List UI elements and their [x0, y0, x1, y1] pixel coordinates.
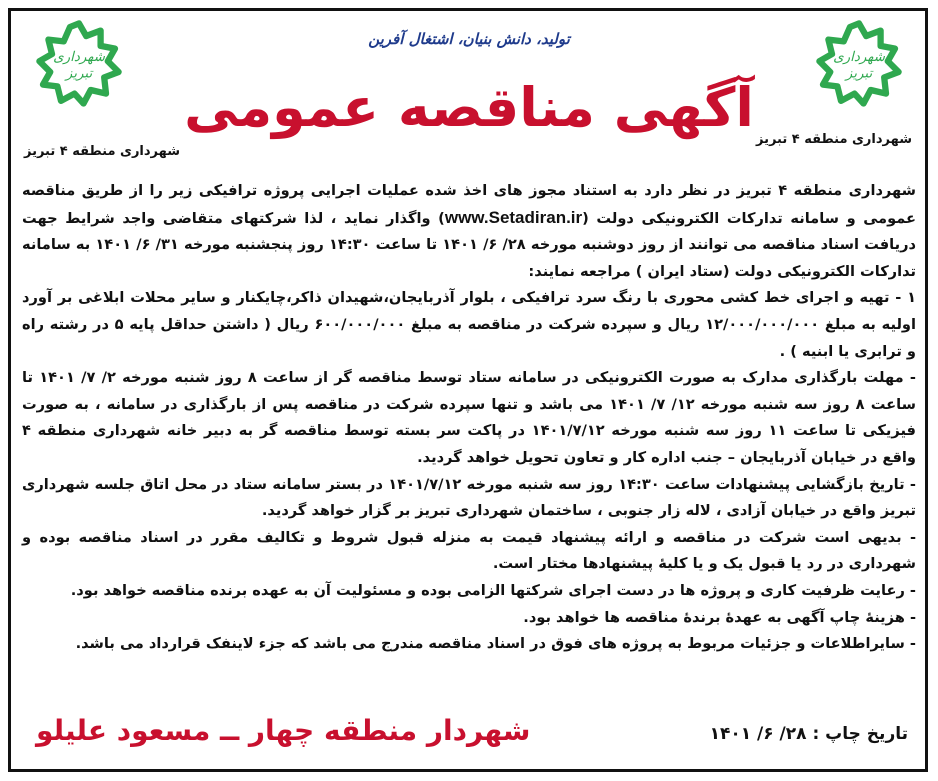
- logo-caption-left: شهرداری منطقه ۴ تبریز: [24, 144, 181, 159]
- logo-caption-right: شهرداری منطقه ۴ تبریز: [755, 132, 912, 147]
- logo-text-bottom: تبریز: [65, 65, 93, 82]
- logo-text-bottom: تبریز: [845, 65, 873, 82]
- intro-text-a: شهرداری منطقه ۴ تبریز در نظر دارد به استناد مجوز های اخذ شده عملیات اجرایی پروژه ترافیکی زیر را از طریق مناقصه عمومی و سامانه تدارکات الکترونیکی دولت (: [22, 182, 916, 227]
- slogan: تولید، دانش بنیان، اشتغال آفرین: [368, 30, 570, 48]
- logo-text-top: شهرداری: [53, 49, 105, 66]
- logo-text-top: شهرداری: [833, 49, 885, 66]
- upload-deadline-paragraph: - مهلت بارگذاری مدارک به صورت الکترونیکی در سامانه ستاد توسط مناقصه گر از ساعت ۸ روز شنبه مورخه ۲/ ۷/ ۱۴۰۱ تا ساعت ۸ روز سه شنبه مورخه ۱۲/ ۷/ ۱۴۰۱ می باشد و تنها سپرده شرکت در مناقصه پس از بارگذاری در سامانه ، به صورت فیزیکی تا ساعت ۱۱ روز سه شنبه مورخه ۱۴۰۱/۷/۱۲ در پاکت سر بسته توسط مناقصه گر به دبیر خانه شهرداری منطقه ۴ واقع در خیابان آذربایجان – جنب اداره کار و تعاون تحویل خواهد گردید.: [22, 369, 916, 466]
- acceptance-paragraph: - بدیهی است شرکت در مناقصه و ارائه پیشنهاد قیمت به منزله قبول شروط و تکالیف مقرر در اسناد مناقصه بوده و شهرداری در رد یا قبول یک و یا کلیهٔ پیشنهادها مختار است.: [22, 528, 916, 573]
- mayor-signature: شهردار منطقه چهار ــ مسعود علیلو: [36, 714, 531, 747]
- notice-title: آگهی مناقصه عمومی: [184, 76, 754, 139]
- project-item-1: ۱ - تهیه و اجرای خط کشی محوری با رنگ سرد ترافیکی ، بلوار آذربایجان،شهیدان ذاکر،چایکنار و سایر محلات ابلاغی بر آورد اولیه به مبلغ ۱۲/۰۰۰/۰۰۰/۰۰۰ ریال و سپرده شرکت در مناقصه به مبلغ ۶۰۰/۰۰۰/۰۰۰ ریال ( داشتن حداقل پایه ۵ در رشته راه و ترابری یا ابنیه ) .: [22, 289, 916, 360]
- other-info-paragraph: - سایراطلاعات و جزئیات مربوط به پروژه های فوق در اسناد مناقصه مندرج می باشد که جزء لاینفک قرارداد می باشد.: [75, 635, 916, 653]
- setadiran-link[interactable]: www.Setadiran.ir: [444, 207, 583, 227]
- print-date: تاریخ چاپ : ۲۸/ ۶/ ۱۴۰۱: [709, 724, 908, 744]
- notice-body: [22, 178, 916, 658]
- intro-text-b: ) واگذار نماید ، لذا شرکتهای متقاضی واجد شرایط جهت دریافت اسناد مناقصه می توانند از روز دوشنبه مورخه ۲۸/ ۶/ ۱۴۰۱ تا ساعت ۱۴:۳۰ روز پنجشنبه مورخه ۳۱/ ۶/ ۱۴۰۱ به سامانه تدارکات الکترونیکی دولت (ستاد ایران ) مراجعه نمایند:: [22, 209, 916, 280]
- capacity-paragraph: - رعایت ظرفیت کاری و پروژه ها در دست اجرای شرکتها الزامی بوده و مسئولیت آن به عهده برنده مناقصه خواهد بود.: [70, 581, 916, 599]
- ad-cost-paragraph: - هزینهٔ چاپ آگهی به عهدهٔ برندهٔ مناقصه ها خواهد بود.: [523, 608, 916, 626]
- opening-date-paragraph: - تاریخ بازگشایی پیشنهادات ساعت ۱۴:۳۰ روز سه شنبه مورخه ۱۴۰۱/۷/۱۲ در بستر سامانه ستاد در محل اتاق جلسه شهرداری تبریز واقع در خیابان آزادی ، لاله زار جنوبی ، ساختمان شهرداری تبریز بر گزار خواهد گردید.: [22, 475, 916, 520]
- intro-paragraph: [22, 178, 916, 285]
